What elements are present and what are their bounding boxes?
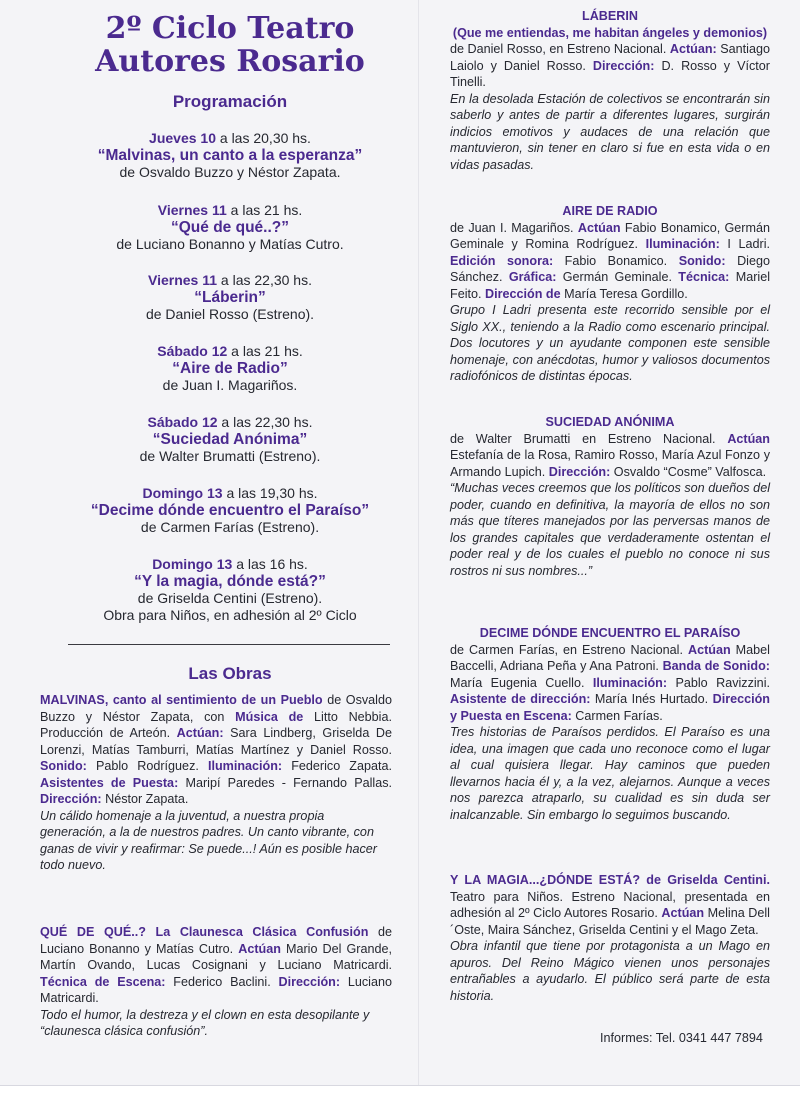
obra-text: Estefanía de la Rosa, Ramiro Rosso, María Azul Fonzo y Armando Lupich. [450,448,770,479]
obra-label: Actúan: [669,42,717,56]
obra-title: AIRE DE RADIO [562,204,658,218]
obra-text: de Luciano Bonanno y Matías Cutro. [40,925,392,956]
event-3 [40,272,420,323]
event-show: “Láberin” [194,289,266,306]
obra-text: Carmen Farías. [571,708,663,723]
obra-label: Técnica de Escena: [40,974,166,989]
event-author: de Osvaldo Buzzo y Néstor Zapata. [119,164,341,180]
obra-label: Asistente de dirección: [450,692,591,706]
event-day: Sábado 12 [157,343,228,359]
obra-label: Actúan [661,906,705,920]
title-line-2: Autores Rosario [95,44,365,79]
section-divider [68,644,390,645]
programacion-heading: Programación [172,92,288,111]
event-show: “Malvinas, un canto a la esperanza” [97,147,363,164]
event-author: de Juan I. Magariños. [162,377,298,393]
obra-label: Actúan: [176,726,224,740]
obra-text: de Juan I. Magariños. [450,220,578,235]
event-2 [40,202,420,253]
obra-description: Grupo I Ladri presenta este recorrido sensible por el Siglo XX., teniendo a la Radio como escenario principal. Dos locutores y un ayudante componen este sensible homenaje, con anécdotas, humor y valiosos documentos radiofónicos de distintas épocas. [450,303,770,383]
obra-description: Un cálido homenaje a la juventud, a nuestra propia generación, a la de nuestros padres. Un canto vibrante, con ganas de vivir y reafirmar: Se puede...! Aún es posible hacer todo nuevo. [40,808,377,872]
obra-text: Litto Nebbia. Producción de Arteón. [40,709,392,740]
obra-text: I Ladri. [719,237,770,251]
event-author: de Griselda Centini (Estreno). [137,590,323,606]
obra-text: Sara Lindberg, Griselda De Lorenzi, Matías Tamburri, Matías Martínez y Daniel Rosso. [40,726,392,757]
event-day: Sábado 12 [147,414,218,430]
obra-text: María Eugenia Cuello. [450,675,593,690]
page-edge [0,1085,800,1101]
event-author: de Carmen Farías (Estreno). [140,519,320,535]
obra-text: Luciano Matricardi. [40,974,392,1005]
obra-text: María Teresa Gordillo. [560,286,688,301]
obra-title: MALVINAS, canto al sentimiento de un Pueblo [40,693,323,707]
event-day: Viernes 11 [157,202,227,218]
obra-label: Asistentes de Puesta: [40,775,179,790]
obra-text: Osvaldo “Cosme” Valfosca. [610,464,767,479]
obra-description: Obra infantil que tiene por protagonista a un Mago en apuros. Del Reino Mágico vienen unos personajes entrañables a ayudarlo. El público será parte de esta historia. [450,939,770,1003]
obra-label: Iluminación: [207,759,283,773]
event-time: a las 21 hs. [226,202,303,218]
event-4 [40,343,420,394]
obra-text: de Daniel Rosso, en Estreno Nacional. [450,42,670,56]
event-author: de Daniel Rosso (Estreno). [145,306,315,322]
obra-text: D. Rosso y Víctor Tinelli. [450,58,770,89]
obra-label: Dirección: [40,792,102,806]
obra-label: Actúan [577,220,621,235]
obra-label: Dirección de [485,286,561,301]
obra-subtitle: (Que me entiendas, me habitan ángeles y demonios) [452,25,768,40]
obra-label: Sonido: [40,759,87,773]
obra-label: Iluminación: [645,237,720,251]
obra-label: Edición sonora: [450,253,554,268]
obra-text: Germán Geminale. [556,270,679,284]
obra-text: de Osvaldo Buzzo y Néstor Zapata, con [40,693,392,724]
title-line-1: 2º Ciclo Teatro [105,11,355,46]
obra-label: Gráfica: [508,270,557,284]
obra-malvinas [40,692,392,874]
obra-title: Y LA MAGIA...¿DÓNDE ESTÁ? de Griselda Centini. [450,873,770,887]
event-time: a las 19,30 hs. [222,485,318,501]
event-time: a las 22,30 hs. [217,272,312,288]
obra-text: Pablo Ravizzini. [667,675,770,690]
obra-label: Sonido: [678,253,726,268]
event-note: Obra para Niños, en adhesión al 2º Ciclo [103,607,357,623]
obra-label: Música de [235,709,304,724]
obra-text: Federico Zapata. [282,759,393,773]
obra-label: Dirección: [278,974,341,989]
obra-text: Mabel Baccelli, Adriana Peña y Ana Patroni. [450,642,770,673]
event-6 [40,485,420,536]
event-7 [40,556,420,624]
event-time: a las 20,30 hs. [216,130,311,146]
event-day: Domingo 13 [142,485,223,501]
obra-text: Federico Baclini. [165,974,279,989]
event-show: “Y la magia, dónde está?” [134,573,326,590]
obra-label: Actúan [238,941,281,956]
obra-description: “Muchas veces creemos que los políticos son dueños del poder, cuando en definitiva, la mayoría de ellos no son más que títeres manejados por las perversas manos de los grandes capitales que verdaderamente ostentan el poder real y de los cuales el pueblo no conoce ni sus rostros ni sus nombres...” [450,481,770,578]
obra-text: María Inés Hurtado. [590,692,713,706]
obra-y-la-magia [450,872,770,1004]
obra-title: LÁBERIN [582,9,638,23]
event-5 [40,414,420,465]
event-day: Domingo 13 [152,556,233,572]
obra-label: Dirección y Puesta en Escena: [450,692,770,723]
obra-text: Mariel Feito. [450,270,770,301]
obra-text: Fabio Bonamico, Germán Geminale y Romina Rodríguez. [450,220,770,251]
obra-description: Tres historias de Paraísos perdidos. El Paraíso es una idea, una imagen que cada uno reconoce como el lugar al cual quisiera llegar. Hay caminos que pueden llevarnos hacia él y, a la vez, alejarnos. Aunque a veces nos parezca atraparlo, su cualidad es sin duda ser inalcanzable. Sin embargo lo seguimos buscando. [450,725,770,822]
event-time: a las 21 hs. [227,343,303,359]
obra-text: Melina Dell´Oste, Maira Sánchez, Griselda Centini y el Mago Zeta. [450,906,770,937]
event-day: Jueves 10 [149,130,216,146]
event-1 [40,130,420,181]
event-time: a las 16 hs. [232,556,308,572]
event-author: de Luciano Bonanno y Matías Cutro. [116,236,344,252]
obra-text: Teatro para Niños. Estreno Nacional, presentada en adhesión al 2º Ciclo Autores Rosario. [450,889,770,920]
obra-text: Fabio Bonamico. [553,253,679,268]
obra-label: Iluminación: [592,675,668,690]
event-show: “Aire de Radio” [172,360,288,377]
obra-text: Maripí Paredes - Fernando Pallas. [178,775,392,790]
obra-suciedad-anonima [450,414,770,579]
obra-text: de Carmen Farías, en Estreno Nacional. [450,642,688,657]
las-obras-heading: Las Obras [188,664,272,683]
obra-que-de-que [40,924,392,1040]
obra-label: Banda de Sonido: [662,659,770,673]
event-author: de Walter Brumatti (Estreno). [139,448,321,464]
event-show: “Qué de qué..?” [171,219,289,236]
obra-label: Dirección: [592,58,655,73]
obra-text: Diego Sánchez. [450,253,770,284]
event-time: a las 22,30 hs. [217,414,313,430]
obra-decime-donde [450,625,770,823]
event-show: “Decime dónde encuentro el Paraíso” [90,502,370,519]
event-show: “Suciedad Anónima” [152,431,308,448]
obra-text: Santiago Laiolo y Daniel Rosso. [450,42,770,73]
obra-text: Mario Del Grande, Martín Ovando, Lucas Cosignani y Luciano Matricardi. [40,941,392,972]
contact-info: Informes: Tel. 0341 447 7894 [600,1031,763,1045]
obra-description: En la desolada Estación de colectivos se encontrarán sin saberlo y antes de partir a diferentes lugares, surgirán indicios emotivos y audaces de una relación que mantuvieron, sin tener en claro si fue en esta vida o en vidas pasadas. [450,91,770,172]
obra-title: DECIME DÓNDE ENCUENTRO EL PARAÍSO [479,626,741,640]
obra-title: QUÉ DE QUÉ..? La Claunesca Clásica Confusión [40,925,369,939]
obra-label: Actúan [687,642,731,657]
event-day: Viernes 11 [148,272,218,288]
obra-text: Néstor Zapata. [101,792,189,806]
obra-laberin [450,8,770,173]
obra-label: Actúan [727,431,770,446]
obra-label: Dirección: [548,464,611,479]
obra-text: Pablo Rodríguez. [86,759,208,773]
obra-text: de Walter Brumatti en Estreno Nacional. [450,431,728,446]
obra-aire-de-radio [450,203,770,385]
obra-description: Todo el humor, la destreza y el clown en esta desopilante y “claunesca clásica confusión”. [40,1007,370,1038]
obra-label: Técnica: [678,270,730,284]
obra-title: SUCIEDAD ANÓNIMA [545,415,675,429]
